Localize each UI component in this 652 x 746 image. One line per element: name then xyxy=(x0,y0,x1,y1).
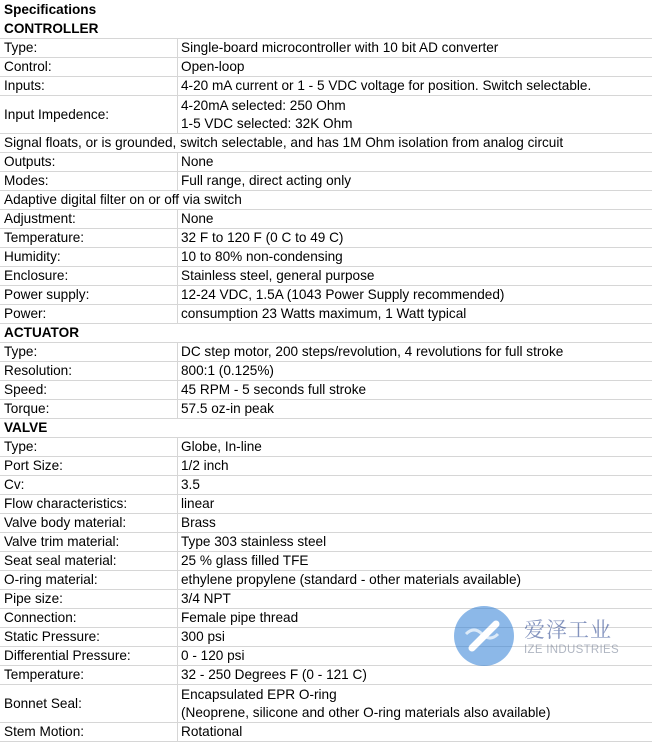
spec-value-line: Single-board microcontroller with 10 bit AD converter xyxy=(181,40,499,55)
spec-label: O-ring material: xyxy=(0,571,178,589)
spec-label: Temperature: xyxy=(0,666,178,684)
spec-value-line: ethylene propylene (standard - other materials available) xyxy=(181,572,522,587)
spec-label: Type: xyxy=(0,343,178,361)
spec-row xyxy=(0,685,652,723)
spec-value-line: Open-loop xyxy=(181,59,245,74)
spec-row xyxy=(0,229,652,248)
spec-label: Seat seal material: xyxy=(0,552,178,570)
spec-value-line: Brass xyxy=(181,515,216,530)
spec-value-line: Female pipe thread xyxy=(181,610,299,625)
spec-label: Temperature: xyxy=(0,229,178,247)
spec-value-line: (Neoprene, silicone and other O-ring materials also available) xyxy=(181,704,551,720)
spec-row xyxy=(0,267,652,286)
spec-value-line: consumption 23 Watts maximum, 1 Watt typical xyxy=(181,306,467,321)
spec-label: Torque: xyxy=(0,400,178,418)
spec-row xyxy=(0,381,652,400)
section-title: CONTROLLER xyxy=(4,21,99,36)
spec-note-text: Adaptive digital filter on or off via switch xyxy=(4,192,242,207)
spec-label: Static Pressure: xyxy=(0,628,178,646)
spec-label: Adjustment: xyxy=(0,210,178,228)
spec-value xyxy=(178,495,652,513)
spec-label: Enclosure: xyxy=(0,267,178,285)
spec-row xyxy=(0,438,652,457)
spec-label: Speed: xyxy=(0,381,178,399)
watermark-en-text: IZE INDUSTRIES xyxy=(524,644,619,656)
spec-value-line: 300 psi xyxy=(181,629,225,644)
spec-label: Resolution: xyxy=(0,362,178,380)
spec-value-line: linear xyxy=(181,496,215,511)
spec-header-row xyxy=(0,0,652,20)
spec-value xyxy=(178,571,652,589)
spec-value xyxy=(178,286,652,304)
spec-value-line: 25 % glass filled TFE xyxy=(181,553,309,568)
spec-value-line: Full range, direct acting only xyxy=(181,173,352,188)
spec-value-line: 0 - 120 psi xyxy=(181,648,245,663)
spec-value xyxy=(178,153,652,171)
spec-value-line: 4-20mA selected: 250 Ohm xyxy=(181,97,346,113)
spec-row xyxy=(0,495,652,514)
spec-row xyxy=(0,77,652,96)
spec-label: Connection: xyxy=(0,609,178,627)
spec-note-row xyxy=(0,191,652,210)
spec-row xyxy=(0,666,652,685)
spec-value xyxy=(178,533,652,551)
spec-label: Pipe size: xyxy=(0,590,178,608)
spec-row xyxy=(0,647,652,666)
spec-row xyxy=(0,362,652,381)
spec-value xyxy=(178,723,652,741)
spec-value xyxy=(178,172,652,190)
spec-row xyxy=(0,628,652,647)
spec-note-text: Signal floats, or is grounded, switch selectable, and has 1M Ohm isolation from analog circuit xyxy=(4,135,564,150)
spec-row xyxy=(0,210,652,229)
spec-label: Flow characteristics: xyxy=(0,495,178,513)
spec-value-line: 45 RPM - 5 seconds full stroke xyxy=(181,382,367,397)
spec-row xyxy=(0,533,652,552)
spec-value xyxy=(178,343,652,361)
spec-value xyxy=(178,609,652,627)
spec-row xyxy=(0,457,652,476)
spec-row xyxy=(0,723,652,742)
spec-label: Power: xyxy=(0,305,178,323)
spec-label: Type: xyxy=(0,39,178,57)
spec-row xyxy=(0,590,652,609)
spec-value xyxy=(178,229,652,247)
spec-row xyxy=(0,58,652,77)
spec-value xyxy=(178,210,652,228)
spec-value-line: 4-20 mA current or 1 - 5 VDC voltage for position. Switch selectable. xyxy=(181,78,592,93)
section-title: VALVE xyxy=(4,420,48,435)
spec-value-line: 1-5 VDC selected: 32K Ohm xyxy=(181,115,353,131)
spec-value-line: None xyxy=(181,154,214,169)
spec-row xyxy=(0,286,652,305)
spec-value xyxy=(178,362,652,380)
spec-value xyxy=(178,400,652,418)
spec-label: Inputs: xyxy=(0,77,178,95)
watermark-cn-text: 爱泽工业 xyxy=(524,619,612,642)
spec-value-line: Stainless steel, general purpose xyxy=(181,268,375,283)
spec-label: Valve body material: xyxy=(0,514,178,532)
spec-value xyxy=(178,267,652,285)
spec-value xyxy=(178,381,652,399)
spec-value-line: 32 - 250 Degrees F (0 - 121 C) xyxy=(181,667,367,682)
spec-value-line: None xyxy=(181,211,214,226)
spec-value xyxy=(178,647,652,665)
spec-value xyxy=(178,457,652,475)
spec-value xyxy=(178,514,652,532)
spec-row xyxy=(0,400,652,419)
spec-value-line: 3.5 xyxy=(181,477,200,492)
spec-row xyxy=(0,514,652,533)
spec-value xyxy=(178,590,652,608)
spec-label: Valve trim material: xyxy=(0,533,178,551)
spec-value-line: 57.5 oz-in peak xyxy=(181,401,274,416)
spec-value-line: 32 F to 120 F (0 C to 49 C) xyxy=(181,230,344,245)
spec-label: Control: xyxy=(0,58,178,76)
spec-value-line: Type 303 stainless steel xyxy=(181,534,327,549)
spec-value xyxy=(178,628,652,646)
spec-label: Type: xyxy=(0,438,178,456)
spec-value-line: Encapsulated EPR O-ring xyxy=(181,686,337,702)
spec-value xyxy=(178,39,652,57)
spec-row xyxy=(0,476,652,495)
spec-label: Humidity: xyxy=(0,248,178,266)
spec-row xyxy=(0,343,652,362)
spec-label: Cv: xyxy=(0,476,178,494)
section-header-row xyxy=(0,20,652,39)
section-header-row xyxy=(0,324,652,343)
spec-value-line: 12-24 VDC, 1.5A (1043 Power Supply recommended) xyxy=(181,287,505,302)
spec-row xyxy=(0,96,652,134)
spec-value-line: 1/2 inch xyxy=(181,458,229,473)
page-title: Specifications xyxy=(4,2,97,17)
spec-value xyxy=(178,476,652,494)
spec-label: Bonnet Seal: xyxy=(0,685,178,722)
spec-value-line: 10 to 80% non-condensing xyxy=(181,249,343,264)
spec-label: Outputs: xyxy=(0,153,178,171)
spec-value-line: Globe, In-line xyxy=(181,439,262,454)
spec-note-row xyxy=(0,134,652,153)
spec-row xyxy=(0,552,652,571)
spec-value-line: Rotational xyxy=(181,724,243,739)
spec-value xyxy=(178,77,652,95)
section-header-row xyxy=(0,419,652,438)
spec-label: Input Impedence: xyxy=(0,96,178,133)
spec-label: Modes: xyxy=(0,172,178,190)
spec-label: Power supply: xyxy=(0,286,178,304)
spec-row xyxy=(0,571,652,590)
spec-row xyxy=(0,39,652,58)
spec-value xyxy=(178,96,652,133)
spec-value xyxy=(178,685,652,722)
spec-value xyxy=(178,58,652,76)
spec-row xyxy=(0,609,652,628)
section-title: ACTUATOR xyxy=(4,325,80,340)
spec-value xyxy=(178,305,652,323)
spec-label: Stem Motion: xyxy=(0,723,178,741)
spec-row xyxy=(0,305,652,324)
spec-value xyxy=(178,248,652,266)
spec-row xyxy=(0,172,652,191)
spec-value xyxy=(178,666,652,684)
spec-label: Differential Pressure: xyxy=(0,647,178,665)
spec-row xyxy=(0,153,652,172)
spec-value xyxy=(178,438,652,456)
spec-row xyxy=(0,248,652,267)
spec-value-line: 800:1 (0.125%) xyxy=(181,363,274,378)
spec-value-line: DC step motor, 200 steps/revolution, 4 revolutions for full stroke xyxy=(181,344,564,359)
spec-value-line: 3/4 NPT xyxy=(181,591,231,606)
spec-label: Port Size: xyxy=(0,457,178,475)
spec-value xyxy=(178,552,652,570)
